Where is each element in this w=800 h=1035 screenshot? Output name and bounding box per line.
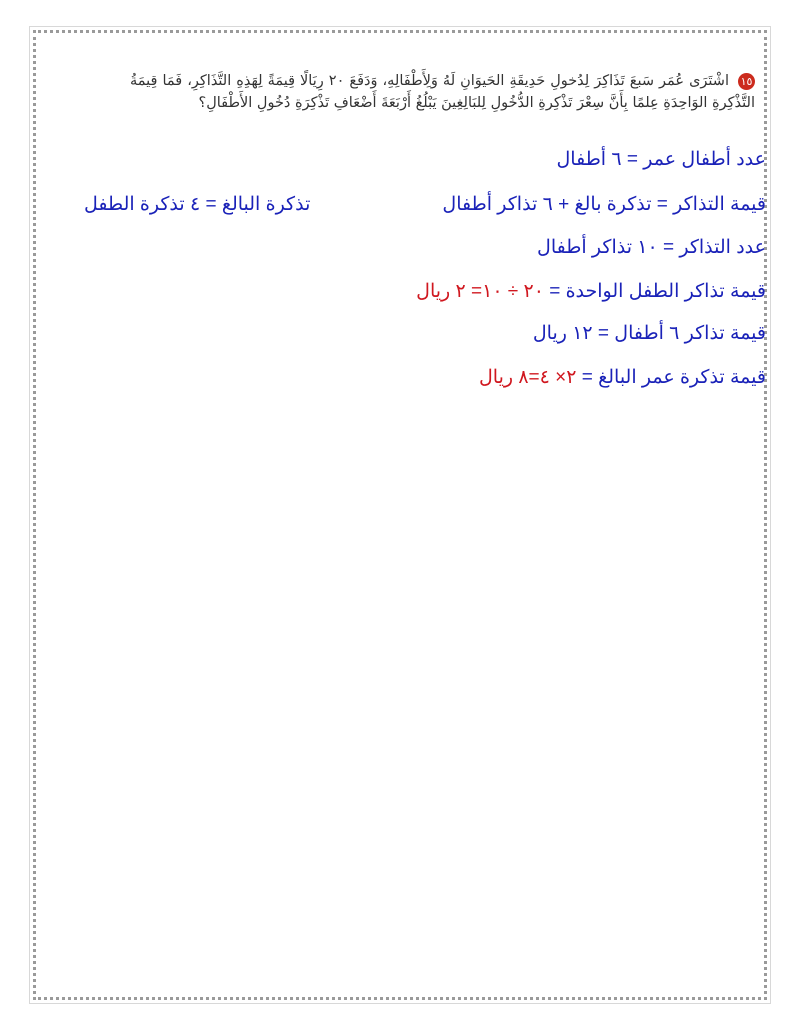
page-border <box>33 30 767 1000</box>
answer-line-6-label: قيمة تذكرة عمر البالغ = <box>576 367 766 388</box>
answer-line-4 <box>416 280 766 303</box>
question-text: اشْتَرَى عُمَر سَبعَ تَذَاكِرَ لِدُخولِ حَدِيقَةِ الحَيوَانِ لَهُ وَلِأَطْفَالِهِ، وَدَفَعَ ٢٠ رِيَالًا قِيمَةً لِهَذِهِ التَّذَاكِرِ، فَمَا قِيمَةُ التَّذْكِرةِ الوَاحِدَةِ عِلمًا بِأَنَّ سِعْرَ تَذْكِرةِ الدُّخُولِ لِلبَالِغِينَ يَبْلُغُ أَرْبَعَةَ أَضْعَافِ تَذْكِرَةِ دُخُولِ الأَطْفَالِ؟ <box>130 73 755 111</box>
answer-line-4-result: ٢٠ ÷ ١٠= ٢ ريال <box>416 281 544 302</box>
answer-line-1: عدد أطفال عمر = ٦ أطفال <box>556 149 766 170</box>
answer-line-6 <box>479 366 766 389</box>
answer-line-2: قيمة التذاكر = تذكرة بالغ + ٦ تذاكر أطفال <box>442 194 766 215</box>
answer-line-3: عدد التذاكر = ١٠ تذاكر أطفال <box>537 237 766 258</box>
answer-line-2-note: تذكرة البالغ = ٤ تذكرة الطفل <box>84 194 311 215</box>
answer-line-4-label: قيمة تذاكر الطفل الواحدة = <box>543 281 766 302</box>
answer-line-5: قيمة تذاكر ٦ أطفال = ١٢ ريال <box>532 323 766 344</box>
answer-line-6-result: ٢× ٤=٨ ريال <box>478 367 577 388</box>
question-number-badge: ١٥ <box>738 73 755 90</box>
question-block <box>130 70 755 114</box>
